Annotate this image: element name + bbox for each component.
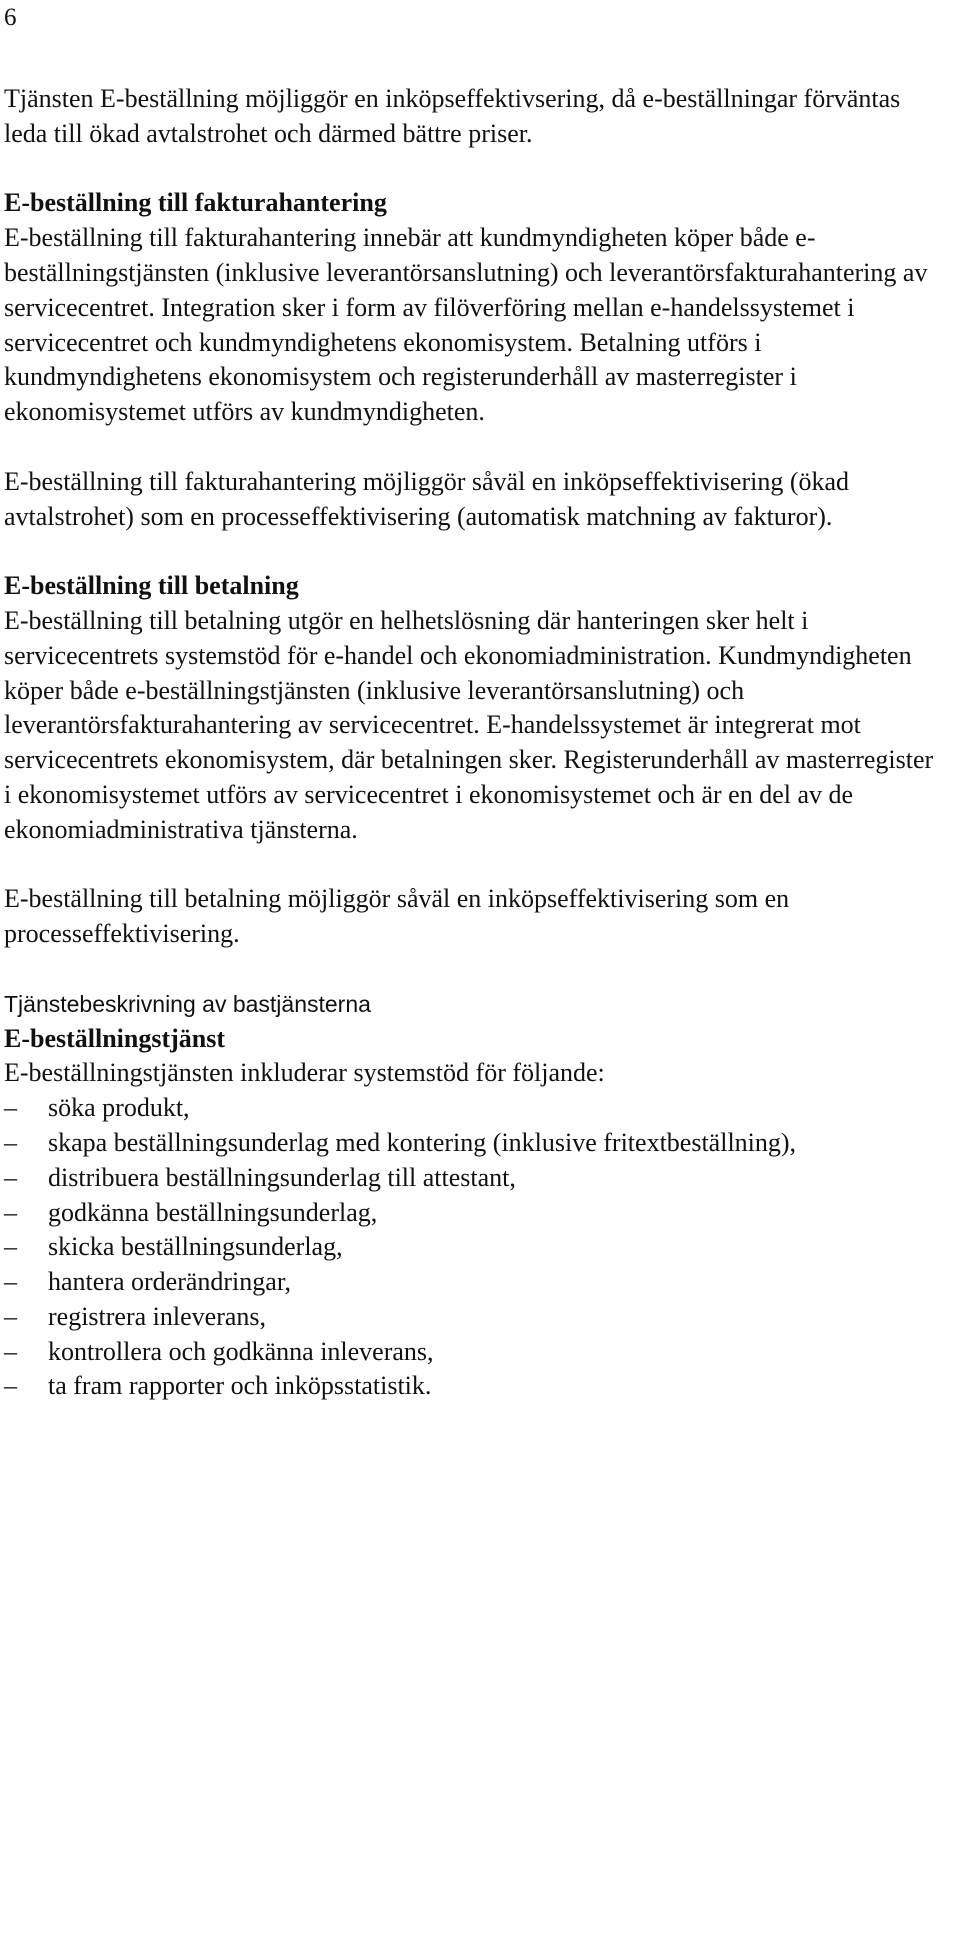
service-lead: E-beställningstjänsten inkluderar systemstöd för följande: (4, 1058, 605, 1088)
service-heading: E-beställningstjänst (4, 1023, 226, 1053)
list-item-text: distribuera beställningsunderlag till attestant, (48, 1162, 516, 1192)
dash-bullet: – (4, 1267, 17, 1297)
dash-bullet: – (4, 1232, 17, 1262)
section-paragraph: E-beställning till betalning möjliggör såväl en inköpseffektivisering som en processeffektivisering. (4, 884, 790, 949)
dash-bullet: – (4, 1336, 17, 1366)
dash-bullet: – (4, 1127, 17, 1157)
service-section-title: Tjänstebeskrivning av bastjänsterna (4, 990, 371, 1017)
list-item-text: skapa beställningsunderlag med kontering (inklusive fritextbeställning), (48, 1127, 797, 1157)
dash-bullet: – (4, 1162, 17, 1192)
list-item (4, 1196, 944, 1231)
list-item-text: hantera orderändringar, (48, 1267, 291, 1297)
dash-bullet: – (4, 1301, 17, 1331)
dash-bullet: – (4, 1371, 17, 1401)
list-item (4, 1335, 944, 1370)
section-paragraph: E-beställning till fakturahantering möjliggör såväl en inköpseffektivisering (ökad avtalstrohet) som en processeffektivisering (automatisk matchning av fakturor). (4, 466, 850, 531)
list-item (4, 1230, 944, 1265)
list-item-text: godkänna beställningsunderlag, (48, 1197, 378, 1227)
list-item (4, 1091, 944, 1126)
list-item-text: kontrollera och godkänna inleverans, (48, 1336, 434, 1366)
list-item-text: ta fram rapporter och inköpsstatistik. (48, 1371, 432, 1401)
section-heading-betalning: E-beställning till betalning (4, 571, 299, 601)
list-item-text: skicka beställningsunderlag, (48, 1232, 343, 1262)
dash-bullet: – (4, 1197, 17, 1227)
service-feature-list (4, 1091, 944, 1404)
document-body (4, 82, 944, 1404)
list-item (4, 1265, 944, 1300)
section-paragraph: E-beställning till betalning utgör en helhetslösning där hanteringen sker helt i servicecentrets systemstöd för e-handel och ekonomiadministration. Kundmyndigheten köper både e-beställningstjänsten (inklusive leverantörsanslutning) och leverantörsfakturahantering av servicecentret. E-handelssystemet är integrerat mot servicecentrets ekonomisystem, där betalningen sker. Registerunderhåll av masterregister i ekonomisystemet utförs av servicecentret i ekonomisystemet och är en del av de ekonomiadministrativa tjänsterna. (4, 605, 934, 844)
list-item-text: söka produkt, (48, 1093, 190, 1123)
dash-bullet: – (4, 1093, 17, 1123)
intro-paragraph: Tjänsten E-beställning möjliggör en inköpseffektivsering, då e-beställningar förväntas leda till ökad avtalstrohet och därmed bättre priser. (4, 84, 901, 148)
page-number: 6 (4, 4, 17, 31)
list-item (4, 1369, 944, 1404)
section-heading-fakturahantering: E-beställning till fakturahantering (4, 188, 387, 218)
list-item-text: registrera inleverans, (48, 1301, 267, 1331)
section-paragraph: E-beställning till fakturahantering innebär att kundmyndigheten köper både e-beställningstjänsten (inklusive leverantörsanslutning) och leverantörsfakturahantering av servicecentret. Integration sker i form av filöverföring mellan e-handelssystemet i servicecentret och kundmyndighetens ekonomisystem. Betalning utförs i kundmyndighetens ekonomisystem och registerunderhåll av masterregister i ekonomisystemet utförs av kundmyndigheten. (4, 223, 928, 427)
list-item (4, 1300, 944, 1335)
list-item (4, 1161, 944, 1196)
list-item (4, 1126, 944, 1161)
